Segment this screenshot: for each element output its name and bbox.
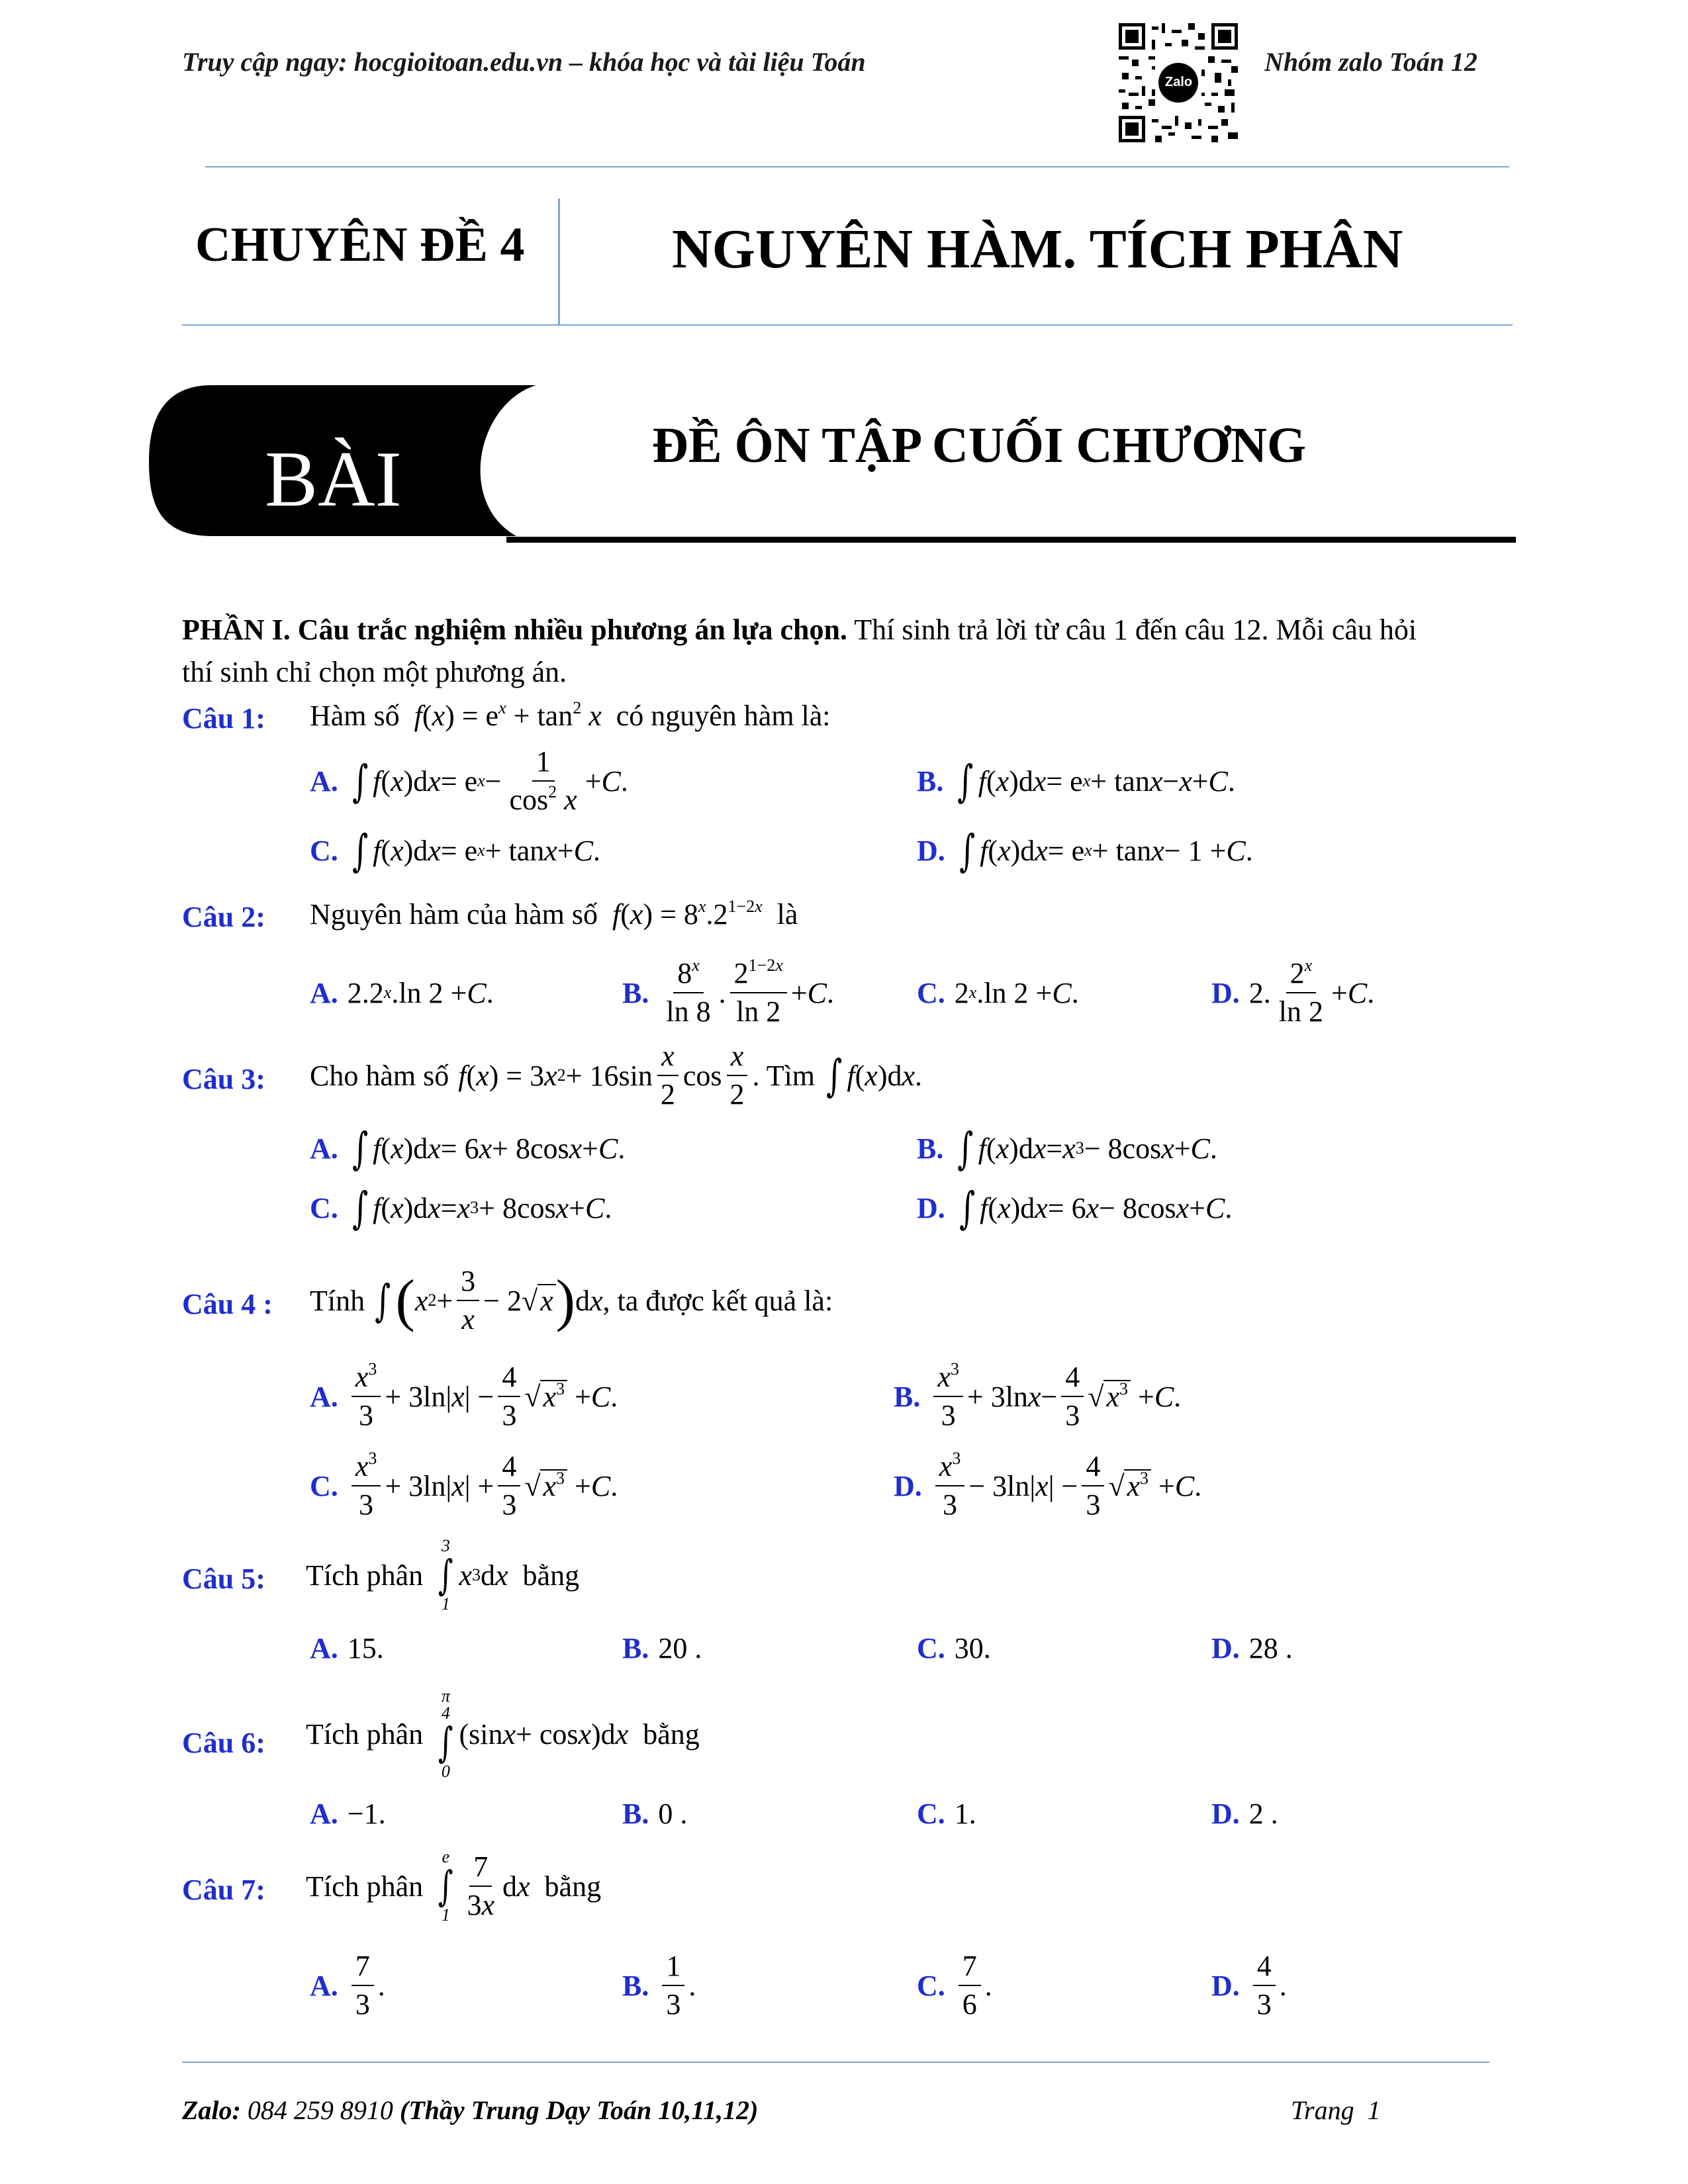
option-a[interactable]: A. 2.2 x .ln 2 + C . bbox=[310, 976, 494, 1009]
footer-divider bbox=[182, 2062, 1489, 2063]
question-text: Tích phân bbox=[306, 1559, 424, 1592]
option-label: A. bbox=[310, 764, 338, 797]
question-4-stem: Tính ∫ ( x 2 + $\frac{3}{x}$ − 2√ x ) d x , ta được kết quả là: bbox=[310, 1264, 833, 1336]
question-1-stem: Hàm số $f(x) = e^x + \tan^2 x$ có nguyên hàm là: bbox=[310, 698, 831, 732]
chapter-title: NGUYÊN HÀM. TÍCH PHÂN bbox=[672, 218, 1403, 280]
option-label: C. bbox=[917, 1797, 945, 1830]
option-b[interactable]: B. ∫ f ( x )d x = e x + tan x − x + C . bbox=[917, 755, 1235, 807]
header-right-text: Nhóm zalo Toán 12 bbox=[1264, 47, 1477, 77]
question-text: Tích phân bbox=[306, 1870, 424, 1903]
option-value: 28 bbox=[1248, 1631, 1278, 1664]
option-d[interactable]: D. $\frac{4}{3}$ . bbox=[1211, 1949, 1287, 2021]
option-label: B. bbox=[622, 1797, 649, 1830]
option-d[interactable]: D. ∫ f ( x )d x = 6 x − 8cos x + C . bbox=[917, 1182, 1233, 1234]
part1-intro bbox=[182, 609, 1519, 694]
question-text: . Tìm bbox=[752, 1059, 816, 1092]
option-label: C. bbox=[310, 834, 338, 867]
option-label: A. bbox=[310, 1132, 338, 1165]
option-label: A. bbox=[310, 1969, 338, 2002]
option-label: C. bbox=[310, 1469, 338, 1502]
option-b[interactable]: B. $\frac{x^3}{3}$ + 3ln x − $\frac{4}{3}$ √ $x^3$ + C . bbox=[894, 1359, 1182, 1432]
option-label: D. bbox=[1211, 1969, 1240, 2002]
option-label: B. bbox=[622, 976, 649, 1009]
option-label: A. bbox=[310, 1631, 338, 1664]
question-text: bằng bbox=[544, 1870, 602, 1903]
option-d[interactable]: D. ∫ f ( x )d x = e x + tan x − 1 + C . bbox=[917, 825, 1253, 876]
question-text: Hàm số bbox=[310, 700, 400, 732]
option-c[interactable]: C. 1 . bbox=[917, 1797, 976, 1830]
option-label: B. bbox=[894, 1380, 921, 1413]
option-label: C. bbox=[917, 1631, 945, 1664]
option-a[interactable]: A. 15 . bbox=[310, 1631, 384, 1664]
option-value: 15 bbox=[347, 1631, 377, 1664]
option-label: A. bbox=[310, 976, 338, 1009]
option-c[interactable]: C. $\frac{x^3}{3}$ + 3ln| x | + $\frac{4}{3}$ √ $x^3$ + C . bbox=[310, 1448, 618, 1521]
option-a[interactable]: A. ∫ f ( x )d x = e x − $\frac{1}{\cos^2 x}$ + C . bbox=[310, 745, 628, 816]
question-number: Câu 2: bbox=[182, 901, 265, 933]
question-number: Câu 1: bbox=[182, 702, 265, 735]
question-text: có nguyên hàm là: bbox=[616, 700, 831, 732]
option-c[interactable]: C. ∫ f ( x )d x = x 3 + 8cos x + C . bbox=[310, 1182, 612, 1234]
option-value: 20 bbox=[658, 1631, 688, 1664]
footer-teacher: (Thầy Trung Dạy Toán 10,11,12) bbox=[399, 2095, 759, 2125]
option-a[interactable]: A. $\frac{7}{3}$ . bbox=[310, 1949, 385, 2021]
option-label: C. bbox=[917, 976, 945, 1009]
option-label: B. bbox=[917, 1132, 944, 1165]
option-label: C. bbox=[917, 1969, 945, 2002]
lesson-badge: BÀI bbox=[265, 435, 402, 523]
page-number: 1 bbox=[1367, 2095, 1381, 2125]
question-number: Câu 5: bbox=[182, 1563, 265, 1595]
option-b[interactable]: B. 0 . bbox=[622, 1797, 688, 1830]
option-label: B. bbox=[917, 764, 944, 797]
option-label: B. bbox=[622, 1631, 649, 1664]
question-5-stem: Tích phân 3 ∫ 1 x 3 d x bằng bbox=[306, 1536, 580, 1614]
option-label: D. bbox=[917, 1191, 945, 1224]
question-text: , ta được kết quả là: bbox=[602, 1284, 833, 1317]
chapter-divider bbox=[558, 199, 560, 324]
part1-instruction-line2: thí sinh chỉ chọn một phương án. bbox=[182, 656, 567, 688]
question-3-stem: Cho hàm số f ( x ) = 3 x 2 + 16sin $\frac{x}{2}$ cos $\frac{x}{2}$ . Tìm ∫ f ( x )d x . bbox=[310, 1039, 923, 1111]
qr-zalo-label: Zalo bbox=[1165, 75, 1193, 89]
question-text: bằng bbox=[522, 1559, 580, 1592]
lesson-title: ĐỀ ÔN TẬP CUỐI CHƯƠNG bbox=[652, 418, 1307, 473]
header-divider bbox=[205, 166, 1509, 167]
option-value: 30 bbox=[954, 1631, 984, 1664]
option-c[interactable]: C. $\frac{7}{6}$ . bbox=[917, 1949, 992, 2021]
question-text: Cho hàm số bbox=[310, 1059, 449, 1092]
question-2-stem: Nguyên hàm của hàm số $f(x) = 8^x.2^{1-2x}$ là bbox=[310, 897, 798, 931]
question-text: Tính bbox=[310, 1284, 365, 1317]
option-c[interactable]: C. 30 . bbox=[917, 1631, 991, 1664]
option-b[interactable]: B. ∫ f ( x )d x = x 3 − 8cos x + C . bbox=[917, 1122, 1217, 1174]
part1-instruction-line1: Thí sinh trả lời từ câu 1 đến câu 12. Mỗi câu hỏi bbox=[854, 614, 1417, 646]
option-c[interactable]: C. ∫ f ( x )d x = e x + tan x + C . bbox=[310, 825, 600, 876]
option-d[interactable]: D. $\frac{x^3}{3}$ − 3ln| x | − $\frac{4}{3}$ √ $x^3$ + C . bbox=[894, 1448, 1202, 1521]
question-number: Câu 4 : bbox=[182, 1288, 273, 1320]
question-text: bằng bbox=[643, 1717, 700, 1751]
option-b[interactable]: B. $\frac{1}{3}$ . bbox=[622, 1949, 696, 2021]
question-7-stem: Tích phân e ∫ 1 $\frac{7}{3x}$ d x bằng bbox=[306, 1847, 602, 1925]
option-d[interactable]: D. 2 . bbox=[1211, 1797, 1278, 1830]
option-c[interactable]: C. 2 x .ln 2 + C . bbox=[917, 976, 1079, 1009]
part1-heading: PHẦN I. Câu trắc nghiệm nhiều phương án lựa chọn. bbox=[182, 614, 847, 646]
footer-zalo-label: Zalo: bbox=[182, 2095, 241, 2125]
option-label: D. bbox=[1211, 976, 1240, 1009]
option-label: D. bbox=[1211, 1631, 1240, 1664]
footer-phone: 084 259 8910 bbox=[247, 2095, 393, 2125]
option-label: B. bbox=[622, 1969, 649, 2002]
option-label: A. bbox=[310, 1797, 338, 1830]
option-a[interactable]: A. $\frac{x^3}{3}$ + 3ln| x | − $\frac{4}{3}$ √ $x^3$ + C . bbox=[310, 1359, 618, 1432]
page-label: Trang bbox=[1291, 2095, 1354, 2125]
footer-contact bbox=[182, 2095, 758, 2126]
footer-page bbox=[1291, 2095, 1381, 2126]
chapter-label: CHUYÊN ĐỀ 4 bbox=[195, 218, 525, 272]
option-a[interactable]: A. ∫ f ( x )d x = 6 x + 8cos x + C . bbox=[310, 1122, 626, 1174]
question-text: Tích phân bbox=[306, 1717, 424, 1751]
header-left-text: Truy cập ngay: hocgioitoan.edu.vn – khóa học và tài liệu Toán bbox=[182, 47, 866, 77]
zalo-qr-code bbox=[1119, 23, 1238, 142]
chapter-bottom-rule bbox=[182, 324, 1513, 326]
option-label: A. bbox=[310, 1380, 338, 1413]
option-label: D. bbox=[894, 1469, 922, 1502]
option-label: D. bbox=[917, 834, 945, 867]
option-d[interactable]: D. 2. $\frac{2^x}{\ln 2}$ + C . bbox=[1211, 955, 1375, 1028]
question-number: Câu 3: bbox=[182, 1063, 265, 1095]
option-value: 1 bbox=[954, 1797, 969, 1830]
question-6-stem: Tích phân π 4 ∫ 0 (sin x + cos x )d x bằng bbox=[306, 1686, 700, 1781]
question-number: Câu 6: bbox=[182, 1727, 265, 1759]
question-text: Nguyên hàm của hàm số bbox=[310, 898, 598, 931]
option-value: 2 bbox=[1248, 1797, 1264, 1830]
option-label: D. bbox=[1211, 1797, 1240, 1830]
option-b[interactable]: B. $\frac{8^x}{\ln 8}$ . $\frac{2^{1-2x}}{\ln 2}$ + C . bbox=[622, 955, 834, 1028]
option-value: −1 bbox=[347, 1797, 379, 1830]
question-text: là bbox=[776, 898, 798, 931]
option-b[interactable]: B. 20 . bbox=[622, 1631, 702, 1664]
option-d[interactable]: D. 28 . bbox=[1211, 1631, 1293, 1664]
option-value: 0 bbox=[658, 1797, 673, 1830]
option-label: C. bbox=[310, 1191, 338, 1224]
question-number: Câu 7: bbox=[182, 1874, 265, 1906]
option-a[interactable]: A. −1 . bbox=[310, 1797, 386, 1830]
